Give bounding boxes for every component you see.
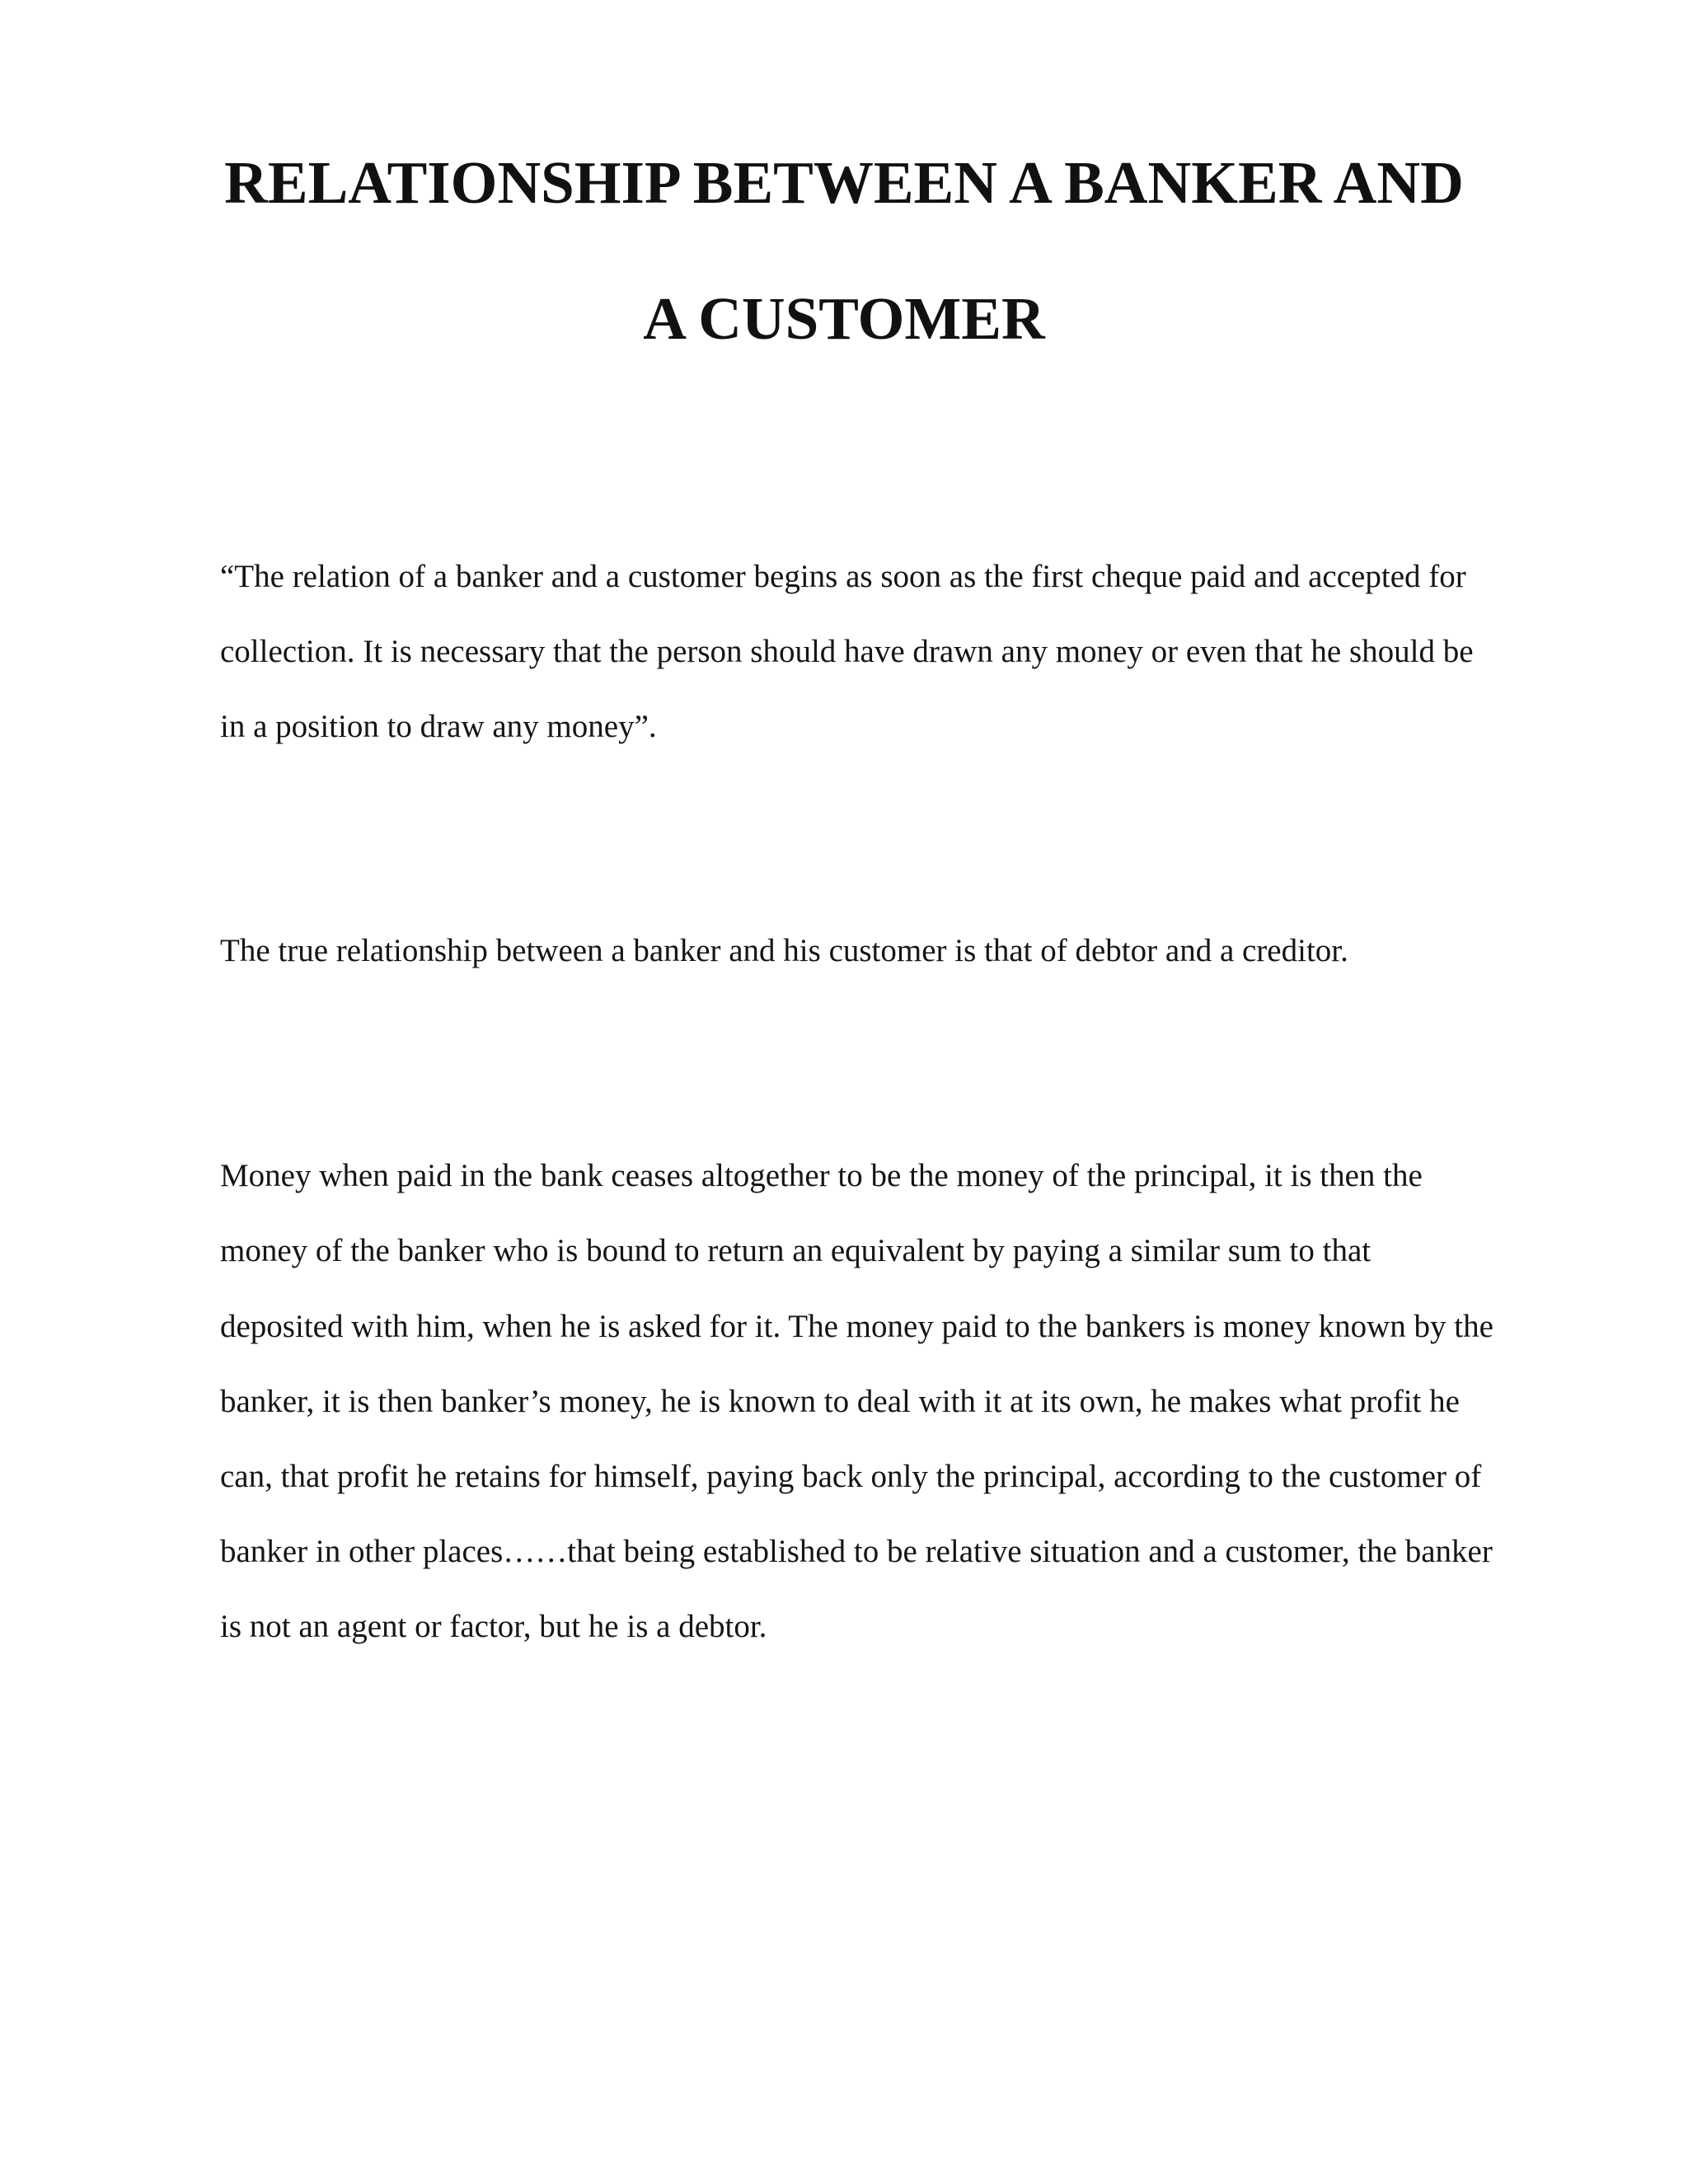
paragraph-3-line: is not an agent or factor, but he is a debtor. (220, 1609, 767, 1644)
paragraph-3-line: Money when paid in the bank ceases altogether to be the money of the principal, it is then the (220, 1158, 1423, 1193)
paragraph-2-line: The true relationship between a banker and his customer is that of debtor and a creditor. (220, 933, 1348, 968)
paragraph-3-line: money of the banker who is bound to return an equivalent by paying a similar sum to that (220, 1233, 1372, 1268)
paragraph-3-line: banker, it is then banker’s money, he is known to deal with it at its own, he makes what profit he (220, 1384, 1460, 1419)
paragraph-3-line: banker in other places……that being established to be relative situation and a customer, the banker (220, 1534, 1493, 1569)
paragraph-3-line: deposited with him, when he is asked for it. The money paid to the bankers is money known by the (220, 1309, 1493, 1344)
paragraph-1-line: “The relation of a banker and a customer begins as soon as the first cheque paid and accepted for (220, 559, 1466, 594)
paragraph-3-line: can, that profit he retains for himself, paying back only the principal, according to the customer of (220, 1459, 1482, 1494)
title-line-2: A CUSTOMER (643, 285, 1045, 352)
title-line-1: RELATIONSHIP BETWEEN A BANKER AND (224, 149, 1464, 216)
paragraph-1-line: collection. It is necessary that the person should have drawn any money or even that he should be (220, 634, 1474, 669)
paragraph-1-line: in a position to draw any money”. (220, 709, 657, 744)
